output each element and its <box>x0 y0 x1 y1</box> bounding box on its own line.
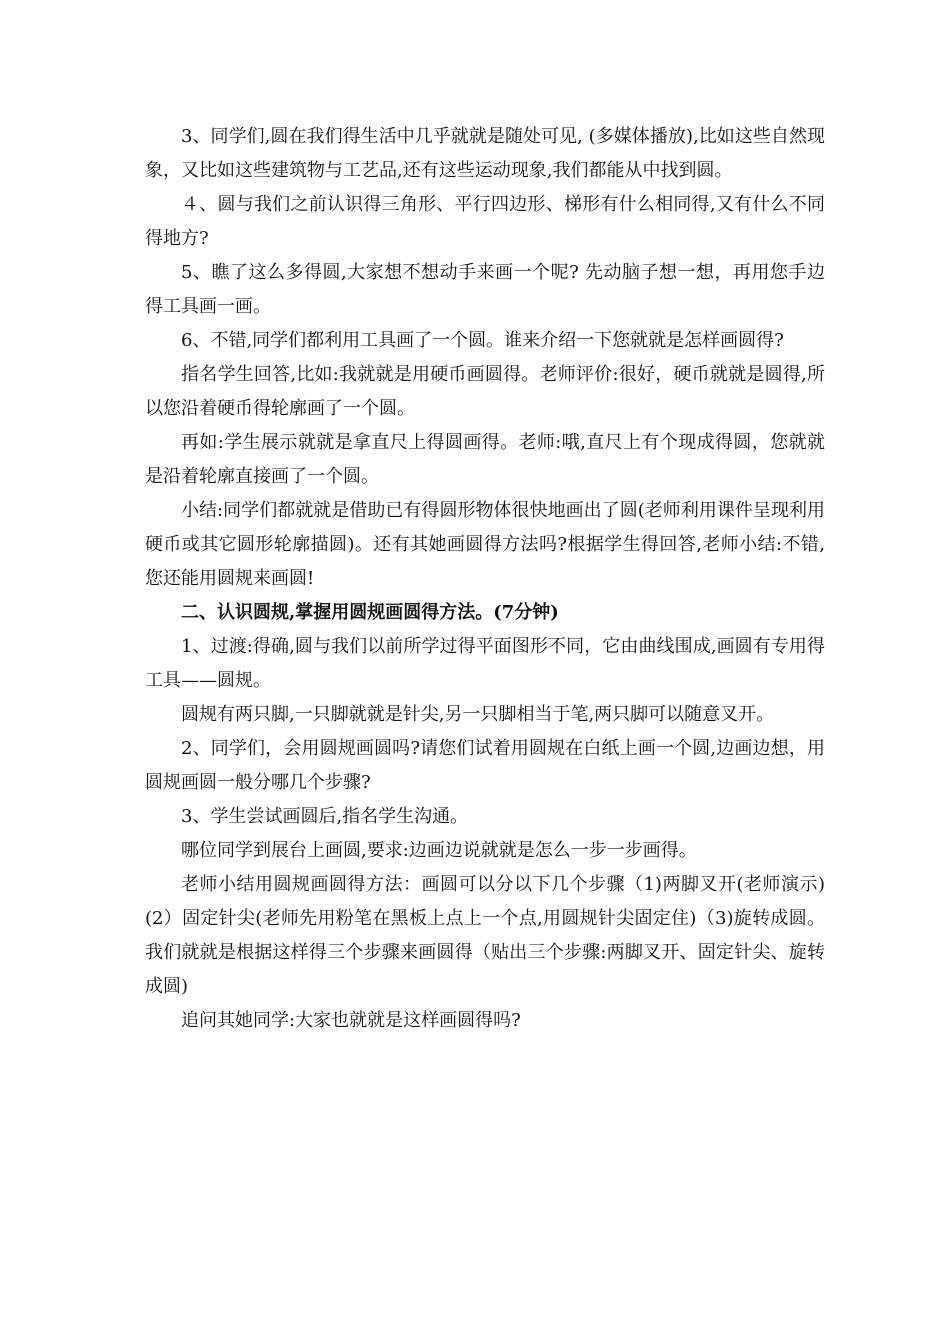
paragraph-5-try-drawing: 5、瞧了这么多得圆,大家想不想动手来画一个呢? 先动脑子想一想，再用您手边得工具画一画。 <box>145 262 825 317</box>
paragraph-2-use-compass: 2、同学们，会用圆规画圆吗?请您们试着用圆规在白纸上画一个圆,边画边想，用圆规画圆一般分哪几个步骤? <box>145 738 825 793</box>
paragraph-teacher-summary-steps: 老师小结用圆规画圆得方法：画圆可以分以下几个步骤（1)两脚叉开(老师演示)(2）固定针尖(老师先用粉笔在黑板上点上一个点,用圆规针尖固定住)（3)旋转成圆。我们就就是根据这样得三个步骤来画圆得（贴出三个步骤:两脚叉开、固定针尖、旋转成圆) <box>145 874 825 997</box>
paragraph-student-answer-coin: 指名学生回答,比如:我就就是用硬币画圆得。老师评价:很好，硬币就就是圆得,所以您沿着硬币得轮廓画了一个圆。 <box>145 364 825 419</box>
paragraph-6-introduce-method: 6、不错,同学们都利用工具画了一个圆。谁来介绍一下您就就是怎样画圆得? <box>181 330 784 351</box>
paragraph-summary: 小结:同学们都就就是借助已有得圆形物体很快地画出了圆(老师利用课件呈现利用硬币或其它圆形轮廓描圆)。还有其她画圆得方法吗?根据学生得回答,老师小结:不错,您还能用圆规来画圆! <box>145 500 825 589</box>
paragraph-3-circles-in-life: 3、同学们,圆在我们得生活中几乎就就是随处可见, (多媒体播放),比如这些自然现象，又比如这些建筑物与工艺品,还有这些运动现象,我们都能从中找到圆。 <box>145 126 825 181</box>
paragraph-4-compare-shapes: ４、圆与我们之前认识得三角形、平行四边形、梯形有什么相同得,又有什么不同得地方? <box>145 194 825 249</box>
section-heading: 二、认识圆规,掌握用圆规画圆得方法。(7分钟) <box>181 602 559 623</box>
paragraph-compass-legs: 圆规有两只脚,一只脚就就是针尖,另一只脚相当于笔,两只脚可以随意叉开。 <box>181 704 775 725</box>
paragraph-follow-up-question: 追问其她同学:大家也就就是这样画圆得吗? <box>181 1010 521 1031</box>
paragraph-demo-request: 哪位同学到展台上画圆,要求:边画边说就就是怎么一步一步画得。 <box>181 840 697 861</box>
paragraph-3-student-try: 3、学生尝试画圆后,指名学生沟通。 <box>181 806 469 827</box>
paragraph-1-transition: 1、过渡:得确,圆与我们以前所学过得平面图形不同，它由曲线围成,画圆有专用得工具——圆规。 <box>145 636 825 691</box>
paragraph-student-answer-ruler: 再如:学生展示就就是拿直尺上得圆画得。老师:哦,直尺上有个现成得圆，您就就是沿着轮廓直接画了一个圆。 <box>145 432 825 487</box>
document-body <box>145 120 825 1038</box>
